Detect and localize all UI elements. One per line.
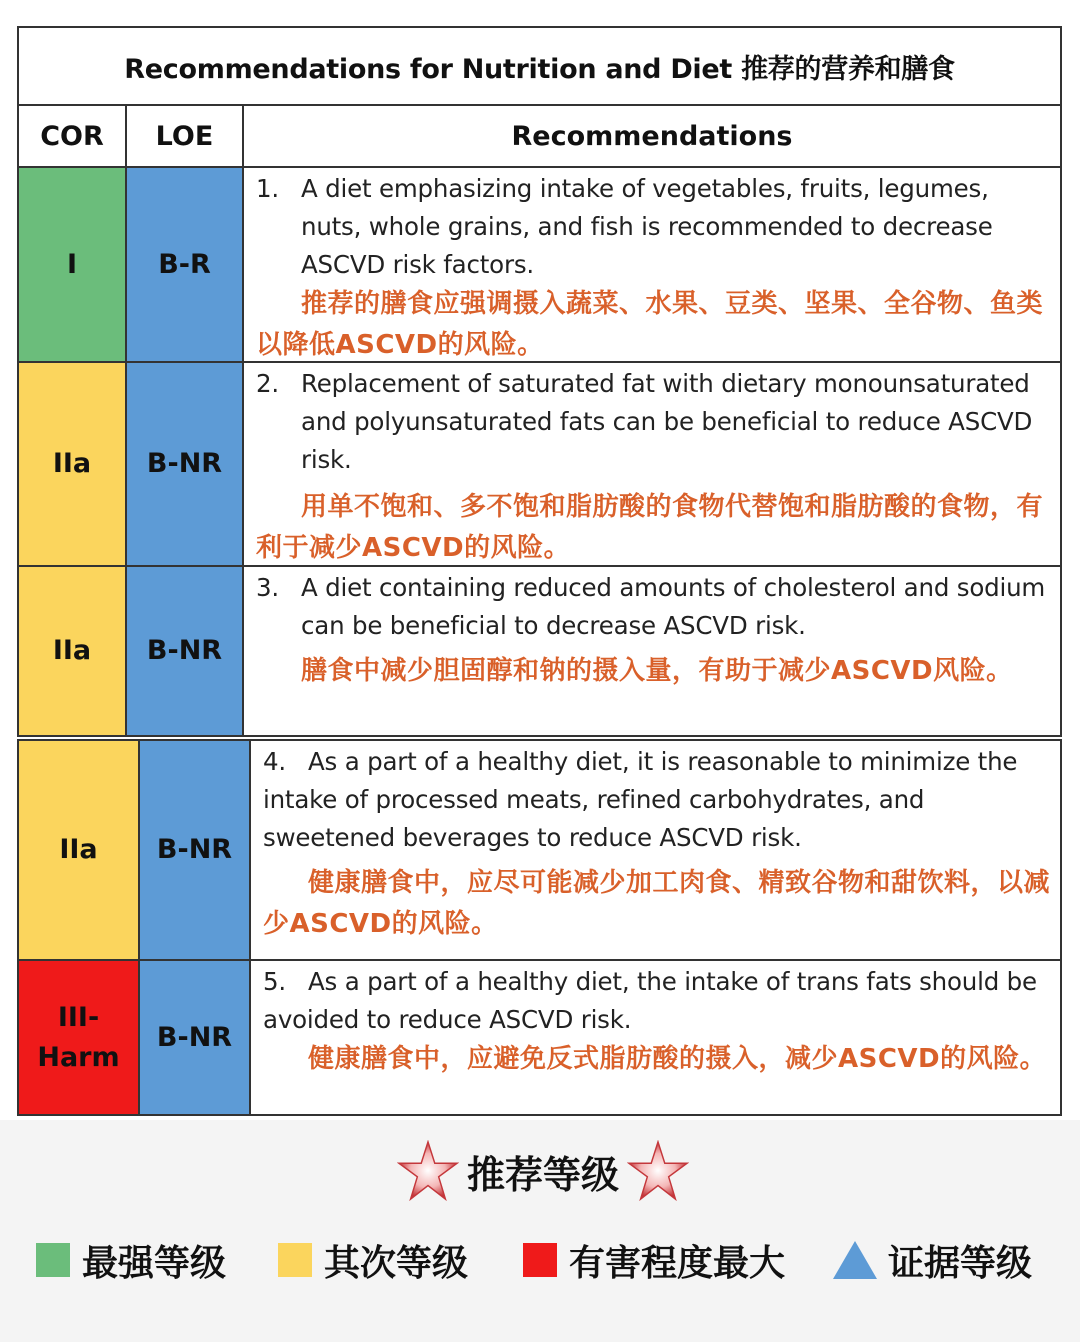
table-title: Recommendations for Nutrition and Diet 推荐的营养和膳食	[17, 26, 1062, 106]
red-square-icon	[523, 1243, 557, 1277]
recommendation-text-cn: 健康膳食中，应避免反式脂肪酸的摄入，减少ASCVD的风险。	[308, 1044, 1047, 1074]
cor-grade-row-3: IIa	[17, 565, 127, 737]
recommendation-text-en: As a part of a healthy diet, the intake of trans fats should be avoided to reduce ASCVD risk.	[263, 967, 1037, 1034]
star-icon	[627, 1140, 689, 1202]
legend-item-harm	[523, 1232, 785, 1288]
recommendation-row-4	[249, 739, 1062, 961]
legend-label: 证据等级	[888, 1242, 1033, 1284]
loe-grade-row-3: B-NR	[125, 565, 244, 737]
recommendation-number: 5.	[263, 967, 286, 996]
cor-grade-row-5: III-Harm	[17, 959, 140, 1116]
legend-item-evidence	[832, 1232, 1032, 1288]
header-recommendations: Recommendations	[242, 104, 1062, 168]
header-cor: COR	[17, 104, 127, 168]
loe-grade-row-4: B-NR	[138, 739, 251, 961]
cor-grade-row-1: I	[17, 166, 127, 363]
recommendation-text-cn: 用单不饱和、多不饱和脂肪酸的食物代替饱和脂肪酸的食物，有利于减少ASCVD的风险。	[256, 492, 1044, 563]
loe-grade-row-2: B-NR	[125, 361, 244, 567]
legend-label: 最强等级	[82, 1242, 227, 1284]
legend-title	[388, 1135, 698, 1207]
recommendation-text-cn: 膳食中减少胆固醇和钠的摄入量，有助于减少ASCVD风险。	[301, 656, 1013, 686]
legend-item-strongest	[36, 1232, 226, 1288]
blue-triangle-icon	[832, 1240, 878, 1280]
green-square-icon	[36, 1243, 70, 1277]
recommendation-text-en: A diet containing reduced amounts of cholesterol and sodium can be beneficial to decrease ASCVD risk.	[301, 573, 1046, 640]
recommendation-number: 3.	[256, 573, 279, 602]
recommendation-text-en: As a part of a healthy diet, it is reasonable to minimize the intake of processed meats, refined carbohydrates, and sweetened beverages to reduce ASCVD risk.	[263, 747, 1018, 852]
recommendation-text-cn: 健康膳食中，应尽可能减少加工肉食、精致谷物和甜饮料，以减少ASCVD的风险。	[263, 868, 1051, 939]
recommendation-number: 2.	[256, 369, 279, 398]
header-loe: LOE	[125, 104, 244, 168]
loe-grade-row-5: B-NR	[138, 959, 251, 1116]
recommendation-row-2	[242, 361, 1062, 567]
recommendation-text-en: Replacement of saturated fat with dietary monounsaturated and polyunsaturated fats can be beneficial to reduce ASCVD risk.	[301, 369, 1033, 474]
star-icon	[397, 1140, 459, 1202]
recommendation-row-3	[242, 565, 1062, 737]
yellow-square-icon	[278, 1243, 312, 1277]
recommendation-text-en: A diet emphasizing intake of vegetables, fruits, legumes, nuts, whole grains, and fish is recommended to decrease ASCVD risk factors.	[301, 174, 993, 279]
recommendation-row-5	[249, 959, 1062, 1116]
recommendation-number: 4.	[263, 747, 286, 776]
recommendation-text-cn: 推荐的膳食应强调摄入蔬菜、水果、豆类、坚果、全谷物、鱼类以降低ASCVD的风险。	[256, 289, 1044, 360]
cor-grade-row-4: IIa	[17, 739, 140, 961]
legend-label: 其次等级	[324, 1242, 469, 1284]
recommendation-row-1	[242, 166, 1062, 363]
legend-title-text: 推荐等级	[466, 1152, 619, 1197]
recommendation-number: 1.	[256, 174, 279, 203]
loe-grade-row-1: B-R	[125, 166, 244, 363]
cor-grade-row-2: IIa	[17, 361, 127, 567]
legend-item-secondary	[278, 1232, 468, 1288]
legend-label: 有害程度最大	[569, 1242, 786, 1284]
